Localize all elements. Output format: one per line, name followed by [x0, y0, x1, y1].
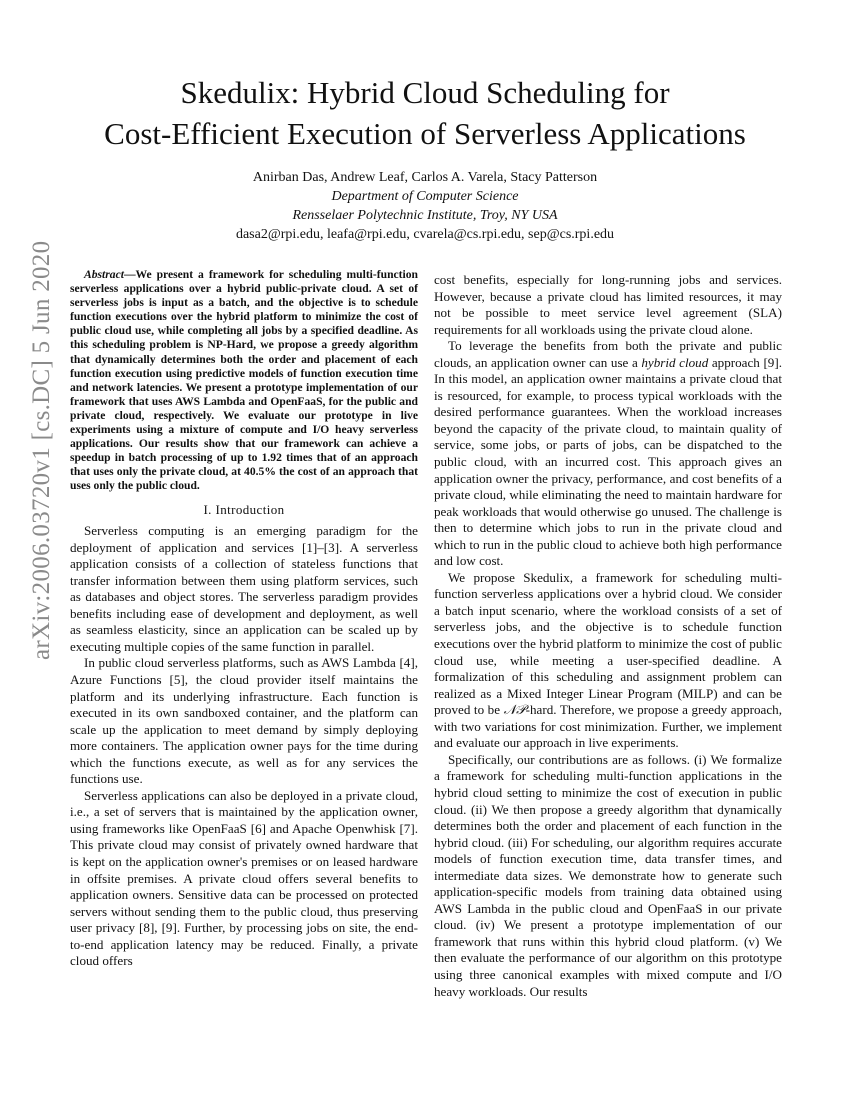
author-institute: Rensselaer Polytechnic Institute, Troy, NY USA — [292, 208, 558, 223]
right-p2-emphasis: hybrid cloud — [641, 354, 709, 370]
abstract — [70, 268, 418, 494]
abstract-paragraph — [70, 268, 418, 494]
abstract-lead: Abstract — [84, 268, 124, 281]
arxiv-stamp: arXiv:2006.03720v1 [cs.DC] 5 Jun 2020 — [28, 240, 55, 660]
right-p2-text-a: To leverage the benefits from both the private and public clouds, an application owner can use a — [434, 338, 782, 370]
author-names: Anirban Das, Andrew Leaf, Carlos A. Varela, Stacy Patterson — [252, 170, 598, 185]
right-p3-np: 𝒩𝒫 — [503, 702, 526, 718]
abstract-text: —We present a framework for scheduling multi-function serverless applications over a hybrid public-private cloud. A set of serverless jobs is input as a batch, and the objective is to schedule function executions over the hybrid platform to minimize the cost of public cloud use, while completing all jobs by a specified deadline. As this scheduling problem is NP-Hard, we propose a greedy algorithm that dynamically determines both the order and placement of each function execution using predictive models of function execution time and network latencies. We present a prototype implementation of our framework that uses AWS Lambda and OpenFaaS, for the public and private cloud, respectively. We evaluate our prototype in live experiments using a mixture of compute and I/O heavy serverless applications. Our results show that our framework can achieve a speedup in batch processing of up to 1.92 times that of an approach that uses only the private cloud, at 40.5% the cost of an approach that uses only the public cloud. — [70, 268, 418, 493]
intro-paragraph-1: Serverless computing is an emerging paradigm for the deployment of application and services [1]–[3]. A serverless application consists of a collection of stateless functions that transfer information between them using platform services, such as databases and object stores. The serverless paradigm provides benefits including ease of development and deployment, as well as seamless elasticity, since an application can be scaled up by executing multiple copies of the same function in parallel. — [70, 523, 418, 654]
paper-title — [40, 72, 810, 154]
intro-paragraph-3: Serverless applications can also be deployed in a private cloud, i.e., a set of servers that is maintained by the application owner, using frameworks like OpenFaaS [6] and Apache Openwhisk [7]. This private cloud may consist of privately owned hardware that is kept on the application owner's premises or on leased hardware in offsite premises. A private cloud offers several benefits to application owners. Sensitive data can be processed on protected servers without sending them to the public cloud, thus preserving user privacy [8], [9]. Further, by processing jobs on site, the end-to-end application latency may be reduced. Finally, a private cloud offers — [70, 787, 418, 969]
right-column — [434, 272, 782, 1000]
author-block — [40, 168, 810, 244]
section-heading-introduction: I. Introduction — [203, 501, 285, 517]
author-department: Department of Computer Science — [331, 189, 519, 204]
right-p3-text-b: -hard. Therefore, we propose a greedy approach, with two variations for cost minimization. Further, we implement and evaluate our approach in live experiments. — [434, 702, 782, 751]
right-p2-text-b: approach [9]. In this model, an application owner maintains a private cloud that is resourced, for example, to process typical workloads with the desired performance guarantees. When the workload increases beyond the capacity of the private cloud, to maintain quality of service, some jobs, or parts of jobs, can be dispatched to the public cloud, with an incurred cost. This approach gives an application owner the privacy, performance, and cost benefits of a private cloud, while eliminating the need to maintain hardware for peak workloads that would otherwise go unused. The challenge is then to determine which jobs to run in the private cloud and which to run in the public cloud to achieve both high performance and low cost. — [434, 354, 782, 569]
author-emails: dasa2@rpi.edu, leafa@rpi.edu, cvarela@cs.rpi.edu, sep@cs.rpi.edu — [235, 227, 615, 242]
right-paragraph-skedulix — [434, 570, 782, 752]
right-paragraph-continued: cost benefits, especially for long-running jobs and services. However, because a private cloud has limited resources, it may not be possible to meet service level agreement (SLA) requirements for all workloads using the private cloud alone. — [434, 272, 782, 337]
title-line-2: Cost-Efficient Execution of Serverless Applications — [104, 116, 746, 151]
title-line-1: Skedulix: Hybrid Cloud Scheduling for — [180, 75, 670, 110]
left-column — [70, 268, 418, 970]
intro-paragraph-2: In public cloud serverless platforms, such as AWS Lambda [4], Azure Functions [5], the cloud provider itself maintains the platform and its underlying infrastructure. Each function is executed in its own sandboxed container, and the platform can scale up the application to meet demand by simply deploying more containers. The application owner pays for the time during which the functions execute, as well as for any services the functions use. — [70, 655, 418, 787]
right-paragraph-hybrid — [434, 338, 782, 570]
right-p3-text-a: We propose Skedulix, a framework for scheduling multi-function serverless applications over a hybrid cloud. We consider a batch input scenario, where the workload consists of a set of serverless jobs, and the objective is to schedule function executions over the hybrid platform to minimize the cost of public cloud use, while meeting a user-specified deadline. A formalization of this scheduling and assignment problem can realized as a Mixed Integer Linear Program (MILP) and can be proved to be — [434, 569, 782, 718]
right-paragraph-contributions: Specifically, our contributions are as follows. (i) We formalize a framework for scheduling multi-function applications in the hybrid cloud setting to minimize the cost of execution in public cloud. (ii) We then propose a greedy algorithm that dynamically determines both the order and placement of each function in the hybrid cloud. (iii) For scheduling, our algorithm requires accurate models of function execution time, data transfer times, and intermediate data sizes. We demonstrate how to generate such application-specific models from training data obtained using AWS Lambda in the public cloud and OpenFaaS in our private cloud. (iv) We present a prototype implementation of our framework that runs within this hybrid cloud platform. (v) We then evaluate the performance of our algorithm on this prototype using three canonical examples with mixed compute and I/O heavy workloads. Our results — [434, 751, 782, 999]
